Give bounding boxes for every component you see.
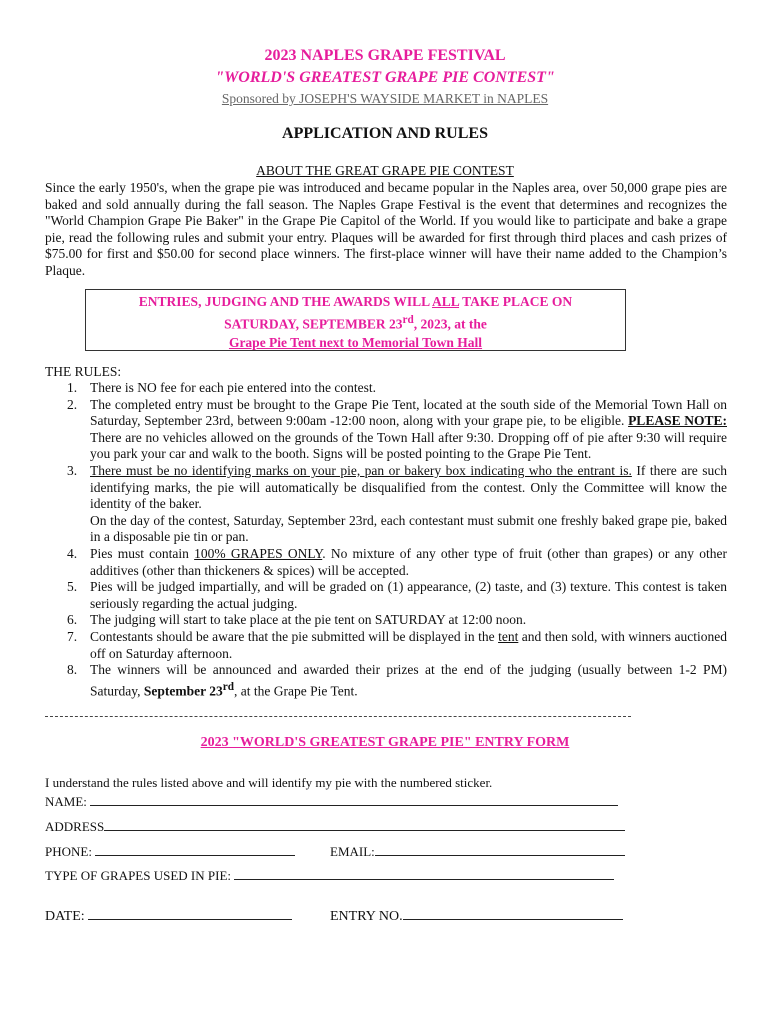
- grapes-row: [45, 868, 614, 884]
- rule-emphasis: 100% GRAPES ONLY: [194, 545, 323, 561]
- notice-date: SATURDAY, SEPTEMBER 23: [224, 316, 403, 332]
- phone-label: PHONE:: [45, 844, 92, 859]
- rule-text: The winners will be announced and awarded their prizes at the end of the judging (usually between 1-2 PM) Saturday,: [90, 662, 727, 699]
- entry-number-row: [330, 909, 623, 925]
- notice-location: Grape Pie Tent next to Memorial Town Hall: [228, 334, 483, 350]
- rule-text: There is NO fee for each pie entered into the contest.: [90, 380, 376, 395]
- rule-number: 7.: [67, 628, 78, 644]
- rule-emphasis: There must be no identifying marks on your pie, pan or bakery box indicating who the entrant is.: [90, 462, 632, 478]
- entry-form-title: 2023 "WORLD'S GREATEST GRAPE PIE" ENTRY FORM: [200, 735, 570, 750]
- notice-emphasis: ALL: [432, 294, 460, 309]
- notice-line-2: [86, 311, 625, 334]
- rule-item-4: [45, 546, 727, 579]
- name-label: NAME:: [45, 794, 87, 809]
- rules-list: [45, 380, 727, 700]
- rule-emphasis: tent: [498, 628, 519, 644]
- date-row: [45, 909, 292, 925]
- address-row: [45, 819, 625, 835]
- address-label: ADDRESS: [45, 819, 105, 834]
- rule-text: , at the Grape Pie Tent.: [234, 683, 358, 699]
- notice-text: ENTRIES, JUDGING AND THE AWARDS WILL: [138, 294, 433, 309]
- rule-item-5: [45, 579, 727, 612]
- rule-text: Pies must contain: [90, 545, 195, 561]
- rule-text: Pies will be judged impartially, and will be graded on (1) appearance, (2) taste, and (3) texture. This contest is taken seriously regarding the actual judging.: [90, 579, 727, 611]
- rule-number: 6.: [67, 612, 78, 628]
- grapes-label: TYPE OF GRAPES USED IN PIE:: [45, 868, 231, 883]
- email-row: [330, 844, 625, 860]
- rule-text: The completed entry must be brought to the Grape Pie Tent, located at the south side of the Memorial Town Hall on Saturday, September 23rd, between 9:00am -12:00 noon, along with your grape pie, to be eligible.: [90, 396, 727, 429]
- date-field[interactable]: [88, 909, 292, 920]
- rule-text: and then sold, with winners auctioned off on Saturday afternoon.: [90, 628, 727, 661]
- rules-title: THE RULES:: [45, 364, 122, 379]
- name-field[interactable]: [90, 795, 618, 806]
- rule-date-suffix: rd: [222, 680, 234, 693]
- notice-text: , 2023, at the: [413, 316, 487, 332]
- rule-text: The judging will start to take place at the pie tent on SATURDAY at 12:00 noon.: [90, 612, 527, 628]
- email-label: EMAIL:: [330, 844, 375, 859]
- rule-item-1: [45, 380, 727, 397]
- cut-line-divider: [45, 716, 631, 717]
- rule-note-label: PLEASE NOTE:: [628, 413, 727, 429]
- rule-text: Contestants should be aware that the pie submitted will be displayed in the: [90, 628, 499, 644]
- notice-box: [85, 289, 626, 351]
- section-title: APPLICATION AND RULES: [282, 125, 488, 142]
- date-label: DATE:: [45, 909, 85, 924]
- rule-date: September 23: [143, 683, 223, 699]
- contest-title: "WORLD'S GREATEST GRAPE PIE CONTEST": [215, 69, 555, 86]
- rule-number: 5.: [67, 579, 78, 595]
- notice-line-1: [86, 293, 625, 311]
- rule-item-2: [45, 397, 727, 463]
- rule-number: 2.: [67, 396, 78, 412]
- rule-item-6: [45, 612, 727, 629]
- rule-item-7: [45, 629, 727, 662]
- rule-item-3: [45, 463, 727, 546]
- festival-title: 2023 NAPLES GRAPE FESTIVAL: [264, 47, 506, 64]
- entry-number-label: ENTRY NO.: [330, 909, 403, 924]
- notice-date-suffix: rd: [402, 314, 414, 326]
- address-field[interactable]: [104, 820, 625, 831]
- intro-paragraph: Since the early 1950's, when the grape pie was introduced and became popular in the Naples area, over 50,000 grape pies are baked and sold annually during the fall season. The Naples Grape Festival is the event that determines and recognizes the "World Champion Grape Pie Baker" in the Grape Pie Capitol of the World. If you would like to participate and bake a grape pie, read the following rules and submit your entry. Plaques will be awarded for first through third places and cash prizes of $75.00 for first and $50.00 for second place winners. The first-place winner will have their name added to the Champion’s Plaque.: [45, 180, 727, 278]
- entry-number-field[interactable]: [403, 909, 623, 920]
- rule-number: 3.: [67, 462, 78, 478]
- rule-text: If there are such identifying marks, the pie will automatically be disqualified from the contest. Only the Committee will know the identity of the baker.: [90, 462, 727, 512]
- rule-item-8: [45, 662, 727, 700]
- rule-number: 1.: [67, 380, 78, 395]
- phone-row: [45, 844, 295, 860]
- phone-field[interactable]: [95, 845, 295, 856]
- rule-text: . No mixture of any other type of fruit (other than grapes) or any other additives (other than thickeners & spices) will be accepted.: [90, 545, 727, 578]
- rule-text: On the day of the contest, Saturday, September 23rd, each contestant must submit one freshly baked grape pie, baked in a disposable pie tin or pan.: [90, 512, 727, 545]
- rule-number: 4.: [67, 545, 78, 561]
- about-heading: ABOUT THE GREAT GRAPE PIE CONTEST: [256, 163, 514, 178]
- grapes-field[interactable]: [234, 869, 614, 880]
- email-field[interactable]: [375, 845, 625, 856]
- sponsor-line: Sponsored by JOSEPH'S WAYSIDE MARKET in NAPLES: [221, 91, 549, 106]
- agreement-statement: I understand the rules listed above and will identify my pie with the numbered sticker.: [45, 775, 493, 790]
- rule-text: There are no vehicles allowed on the grounds of the Town Hall after 9:30. Dropping off of pie after 9:30 will require you park your car and walk to the booth. Signs will be posted pointing to the Grape Pie Tent.: [90, 429, 727, 462]
- name-row: [45, 794, 618, 810]
- notice-text: TAKE PLACE ON: [459, 294, 573, 309]
- rule-number: 8.: [67, 662, 78, 678]
